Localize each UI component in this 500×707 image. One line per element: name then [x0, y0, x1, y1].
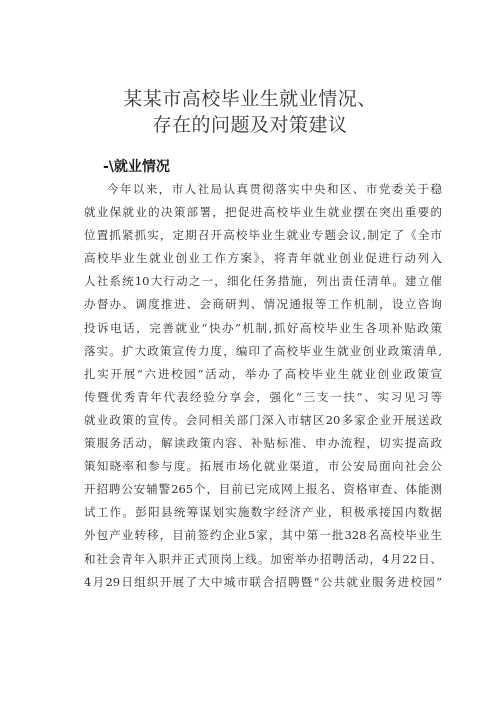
body-paragraph: [84, 178, 442, 594]
body-line: 策知晓率和参与度。拓展市场化就业渠道，市公安局面向社会公: [84, 459, 442, 474]
body-line: 位置抓紧抓实，定期召开高校毕业生就业专题会议,制定了《全市: [84, 228, 442, 243]
body-line: 和社会青年入职并正式顶岗上线。加密举办招聘活动，4月22日、: [84, 551, 442, 566]
body-line: 策服务活动，解读政策内容、补贴标准、申办流程，切实提高政: [84, 436, 442, 451]
body-line: 开招聘公安辅警265个，目前已完成网上报名、资格审查、体能测: [84, 482, 442, 497]
document-title: [0, 86, 500, 138]
title-line-2: 存在的问题及对策建议: [152, 114, 348, 136]
body-line: 就业政策的宣传。会同相关部门深入市辖区20多家企业开展送政: [84, 412, 442, 427]
body-line: 4月29日组织开展了大中城市联合招聘暨“公共就业服务进校园”: [84, 574, 442, 589]
body-line: 传暨优秀青年代表经验分享会，强化“三支一扶”、实习见习等: [84, 389, 442, 404]
section-heading: -\就业情况: [103, 159, 170, 175]
body-line: 外包产业转移，目前签约企业5家，其中第一批328名高校毕业生: [84, 528, 442, 543]
body-line: 就业保就业的决策部署，把促进高校毕业生就业摆在突出重要的: [84, 205, 442, 220]
title-line-1: 某某市高校毕业生就业情况、: [123, 88, 377, 110]
body-line: 人社系统10大行动之一，细化任务措施，列出责任清单。建立催: [84, 274, 442, 289]
body-line: 扎实开展“六进校园”活动，举办了高校毕业生就业创业政策宣: [84, 366, 442, 381]
body-line: 落实。扩大政策宣传力度，编印了高校毕业生就业创业政策清单,: [84, 343, 442, 358]
body-line: 高校毕业生就业创业工作方案》，将青年就业创业促进行动列入: [84, 251, 442, 266]
body-line: 投诉电话，完善就业“快办”机制,抓好高校毕业生各项补贴政策: [84, 320, 442, 335]
body-line: 今年以来，市人社局认真贯彻落实中央和区、市党委关于稳: [107, 182, 442, 196]
body-line: 办督办、调度推进、会商研判、情况通报等工作机制，设立咨询: [84, 297, 442, 312]
body-line: 试工作。彭阳县统筹谋划实施数字经济产业，积极承接国内数据: [84, 505, 442, 520]
